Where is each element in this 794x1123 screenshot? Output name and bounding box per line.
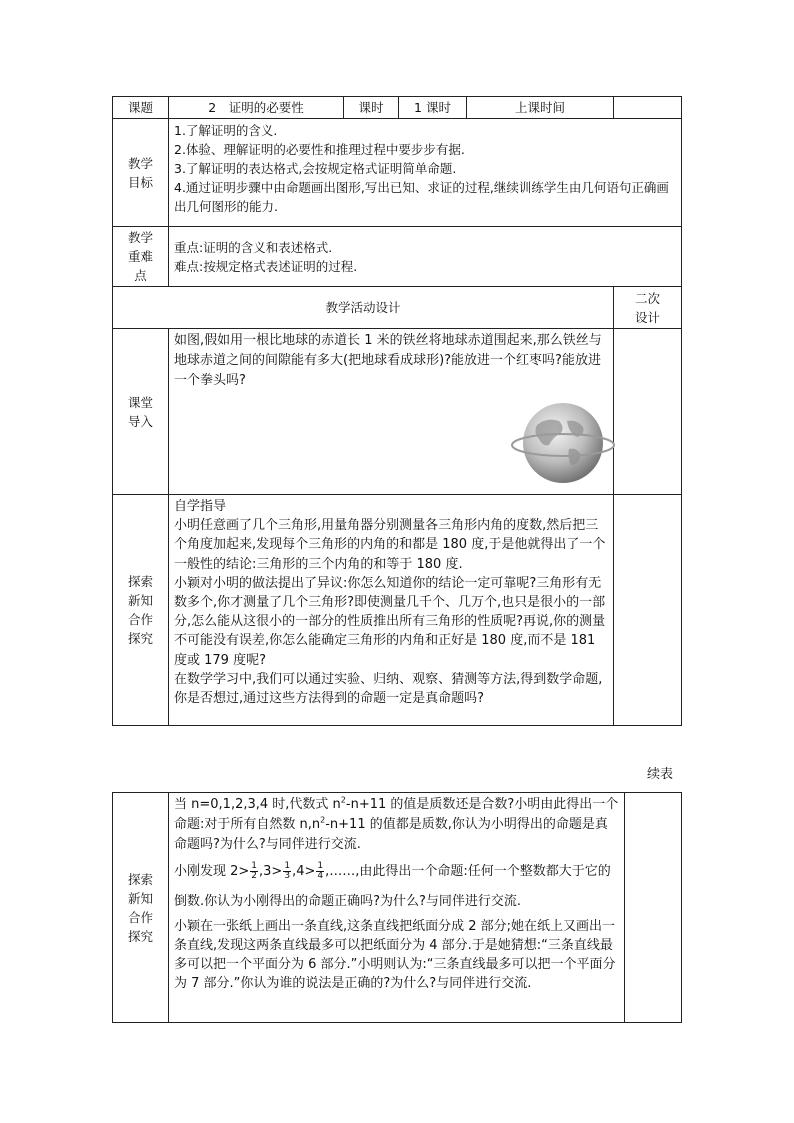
objective-item: 2.体验、理解证明的必要性和推理过程中要步步有据. — [174, 142, 465, 157]
fraction-denominator: 4 — [317, 871, 324, 881]
second-design-label — [614, 287, 682, 329]
explore-label-text: 探索新知合作探究 — [127, 574, 153, 646]
fraction-denominator: 2 — [251, 871, 258, 881]
class-time-label: 上课时间 — [467, 97, 614, 119]
explore2-content — [169, 793, 625, 1023]
paragraph: 小明任意画了几个三角形,用量角器分别测量各三角形内角的度数,然后把三个角度加起来,发现每个三角形的内角的和都是 180 度,于是他就得出了一个一般性的结论:三角形的三个内角的和等于 180 度. — [174, 518, 606, 572]
text-run: ,……,由此得出一个命题:任何一个整数都大于它的倒数.你认为小刚得出的命题正确吗?为什么?与同伴进行交流. — [174, 864, 611, 909]
key-points-content — [169, 227, 682, 287]
objective-item: 4.通过证明步骤中由命题画出图形,写出已知、求证的过程,继续训练学生由几何语句正确画出几何图形的能力. — [174, 180, 669, 214]
explore-label — [113, 495, 169, 726]
globe-sphere — [523, 403, 603, 483]
topic-value: 2 证明的必要性 — [169, 97, 344, 119]
intro-label — [113, 329, 169, 495]
explore2-label-text: 探索新知合作探究 — [127, 871, 153, 944]
explore2-label — [113, 793, 169, 1023]
text-run: 当 n=0,1,2,3,4 时,代数式 n — [174, 797, 341, 812]
superscript: 2 — [320, 815, 326, 825]
lesson-plan-table — [112, 96, 682, 726]
fraction-numerator: 1 — [317, 861, 324, 871]
continued-table — [112, 792, 682, 1023]
text-run: -n+11 的值都是质数,你认为小明得出的命题是真命题吗?为什么?与同伴进行交流. — [174, 817, 608, 852]
key-points-label — [113, 227, 169, 287]
key-point: 重点:证明的含义和表述格式. — [174, 239, 333, 255]
fraction — [250, 862, 258, 881]
objectives-label — [113, 119, 169, 227]
intro-label-text: 课堂导入 — [127, 394, 153, 429]
activity-design-label: 教学活动设计 — [113, 287, 614, 329]
text-run: -n+11 的值是质数还是合数?小明由此得出一个命题:对于所有自然数 n,n — [174, 797, 619, 832]
objective-item: 1.了解证明的含义. — [174, 123, 278, 138]
text-run: ,4> — [292, 864, 316, 879]
paragraph: 小颖对小明的做法提出了异议:你怎么知道你的结论一定可靠呢?三角形有无数多个,你才测量了几个三角形?即使测量几千个、几万个,也只是很小的一部分,怎么能从这很小的一部分的性质推出所有三角形的性质呢?再说,你的测量不可能没有误差,你怎么能确定三角形的内角和正好是 180 度,而不是 181 度或 179 度呢? — [174, 575, 606, 668]
period-label: 课时 — [344, 97, 399, 119]
paragraph: 在数学学习中,我们可以通过实验、归纳、观察、猜测等方法,得到数学命题,你是否想过,通过这些方法得到的命题一定是真命题吗? — [174, 671, 603, 707]
fraction-numerator: 1 — [284, 861, 291, 871]
intro-text: 如图,假如用一根比地球的赤道长 1 米的铁丝将地球赤道围起来,那么铁丝与地球赤道之间的间隙能有多大(把地球看成球形)?能放进一个红枣吗?能放进一个拳头吗? — [174, 333, 602, 388]
objectives-label-text: 教学目标 — [127, 155, 153, 190]
explore-second-design — [614, 495, 682, 726]
key-points-label-text: 教学重难点 — [127, 230, 153, 283]
objective-item: 3.了解证明的表达格式,会按规定格式证明简单命题. — [174, 161, 457, 176]
superscript: 2 — [340, 795, 346, 805]
period-value: 1 课时 — [399, 97, 467, 119]
text-run: 小刚发现 2> — [174, 864, 250, 879]
second-design-text: 二次设计 — [634, 290, 660, 325]
globe-image — [509, 399, 619, 485]
self-study-heading: 自学指导 — [174, 499, 227, 514]
paragraph: 小颖在一张纸上画出一条直线,这条直线把纸面分成 2 部分;她在纸上又画出一条直线,发现这两条直线最多可以把纸面分为 4 部分.于是她猜想:“三条直线最多可以把一个平面分为 6 部分.”小明则认为:“三条直线最多可以把一个平面分为 7 部分.”你认为谁的说法是正确的?为什么?与同伴进行交流. — [174, 919, 616, 991]
paragraph — [174, 795, 620, 855]
difficult-point: 难点:按规定格式表述证明的过程. — [174, 258, 358, 274]
explore-content — [169, 495, 614, 726]
explore2-second-design — [625, 793, 682, 1023]
fraction-numerator: 1 — [251, 861, 258, 871]
topic-label: 课题 — [113, 97, 169, 119]
text-run: ,3> — [259, 864, 283, 879]
paragraph — [174, 857, 620, 917]
intro-content — [169, 329, 614, 495]
continued-label: 续表 — [647, 767, 674, 782]
intro-second-design — [614, 329, 682, 495]
fraction-denominator: 3 — [284, 871, 291, 881]
fraction — [283, 862, 291, 881]
class-time-value — [614, 97, 682, 119]
fraction — [316, 862, 324, 881]
objectives-content — [169, 119, 682, 227]
